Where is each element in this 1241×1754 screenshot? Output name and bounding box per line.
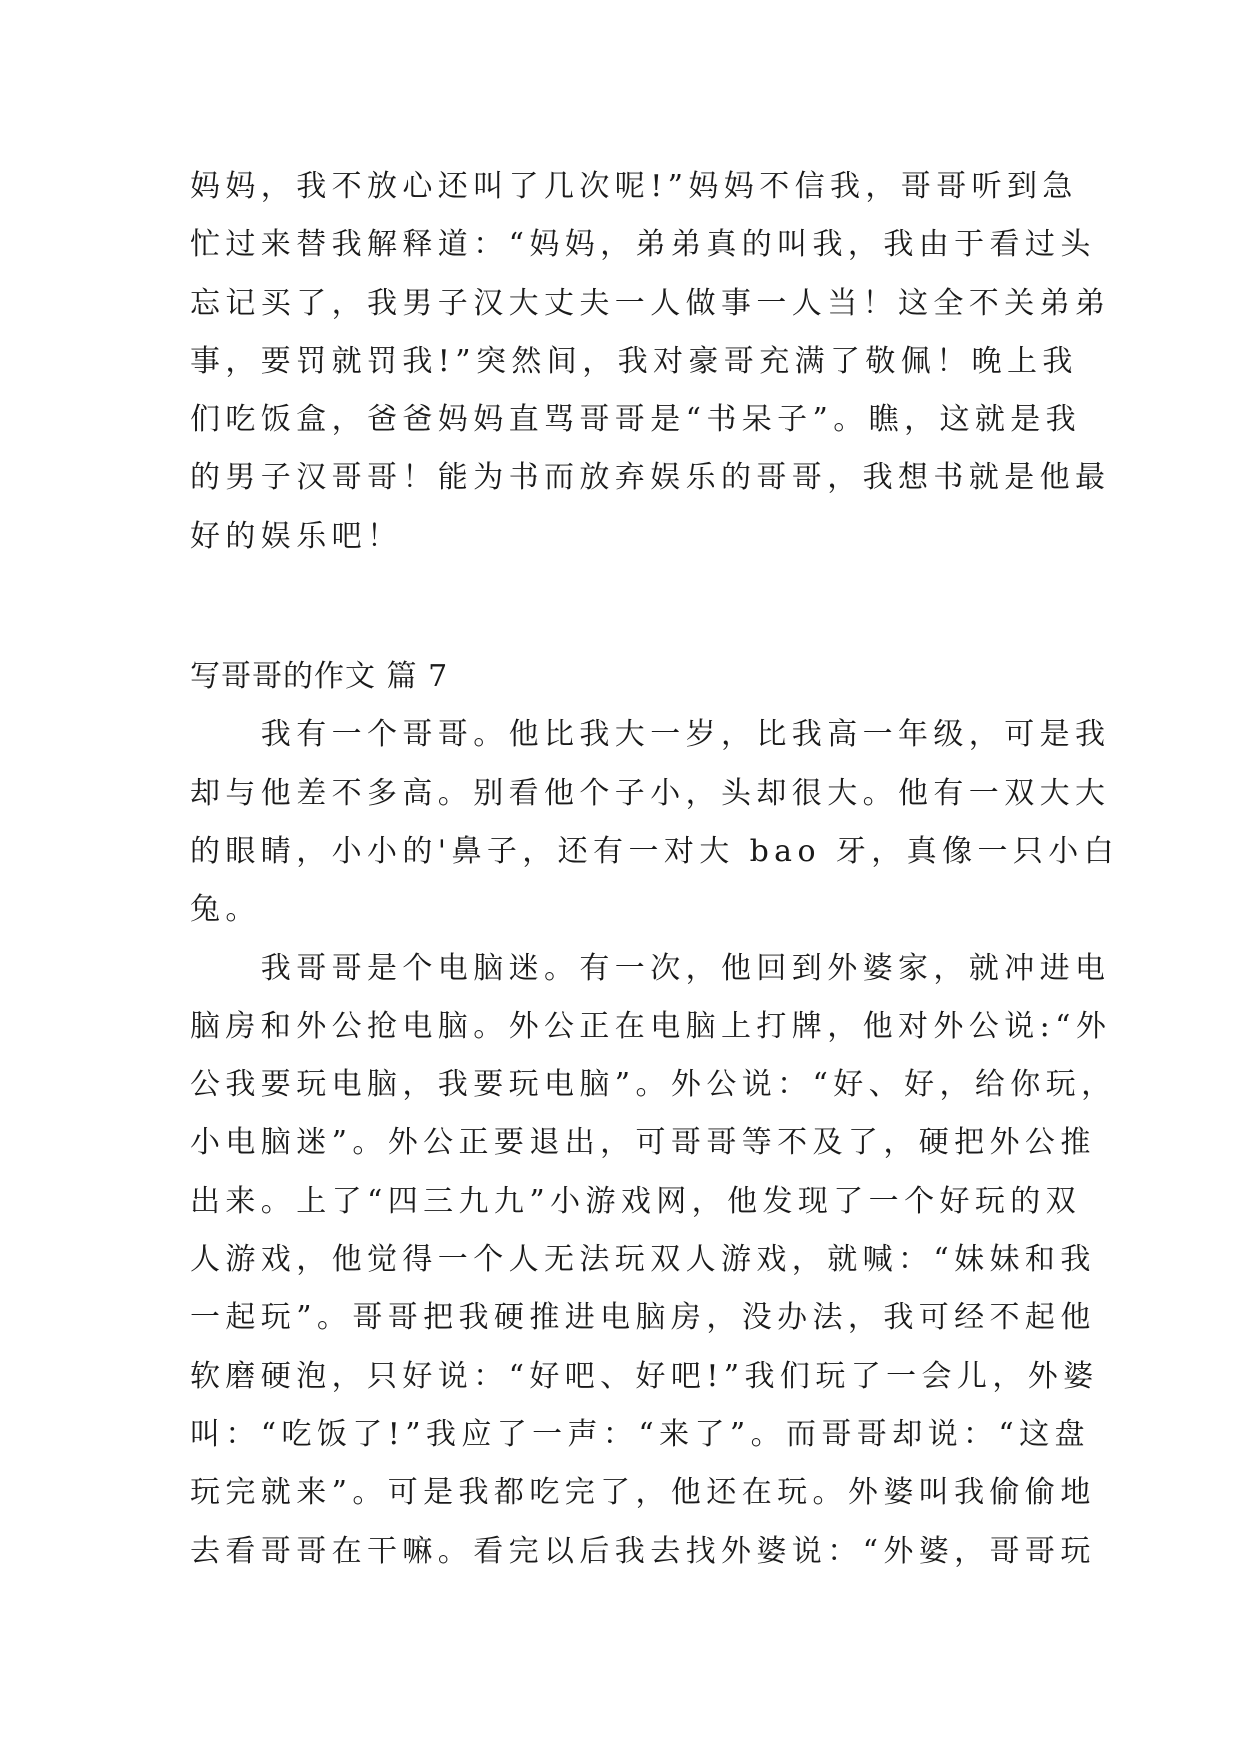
paragraph-1 [190, 706, 1120, 939]
text-line: 忘记买了，我男子汉大丈夫一人做事一人当！这全不关弟弟 [190, 285, 1111, 321]
text-line: 的男子汉哥哥！能为书而放弃娱乐的哥哥，我想书就是他最 [190, 460, 1111, 496]
text-line: 妈妈，我不放心还叫了几次呢!”妈妈不信我，哥哥听到急 [190, 169, 1078, 204]
text-line: 出来。上了“四三九九”小游戏网，他发现了一个好玩的双 [190, 1183, 1082, 1219]
section-7 [190, 648, 1120, 1581]
text-line: 去看哥哥在干嘛。看完以后我去找外婆说：“外婆，哥哥玩 [190, 1533, 1096, 1569]
text-line: 的眼睛，小小的'鼻子，还有一对大 bao 牙，真像一只小白 [190, 833, 1120, 869]
text-line: 却与他差不多高。别看他个子小，头却很大。他有一双大大 [190, 775, 1111, 811]
document-page [190, 158, 1120, 1581]
paragraph-2 [190, 940, 1117, 1581]
text-line: 们吃饭盒，爸爸妈妈直骂哥哥是“书呆子”。瞧，这就是我 [190, 402, 1082, 438]
text-line: 公我要玩电脑，我要玩电脑”。外公说：“好、好，给你玩， [190, 1067, 1117, 1103]
text-line: 我有一个哥哥。他比我大一岁，比我高一年级，可是我 [190, 717, 1111, 753]
text-line: 人游戏，他觉得一个人无法玩双人游戏，就喊：“妹妹和我 [190, 1242, 1096, 1278]
text-line: 软磨硬泡，只好说：“好吧、好吧!”我们玩了一会儿，外婆 [190, 1358, 1099, 1394]
text-line: 事，要罚就罚我!”突然间，我对豪哥充满了敬佩！晚上我 [190, 343, 1078, 379]
text-line: 我哥哥是个电脑迷。有一次，他回到外婆家，就冲进电 [190, 950, 1111, 986]
text-line: 小电脑迷”。外公正要退出，可哥哥等不及了，硬把外公推 [190, 1125, 1096, 1161]
text-line: 叫：“吃饭了!”我应了一声：“来了”。而哥哥却说：“这盘 [190, 1416, 1090, 1452]
previous-section-text [190, 158, 1111, 566]
text-line: 忙过来替我解释道：“妈妈，弟弟真的叫我，我由于看过头 [190, 227, 1096, 263]
text-line: 脑房和外公抢电脑。外公正在电脑上打牌，他对外公说:“外 [190, 1008, 1112, 1044]
text-line: 好的娱乐吧！ [190, 518, 403, 554]
section-gap [190, 566, 1052, 648]
text-line: 玩完就来”。可是我都吃完了，他还在玩。外婆叫我偷偷地 [190, 1475, 1096, 1511]
text-line: 一起玩”。哥哥把我硬推进电脑房，没办法，我可经不起他 [190, 1300, 1096, 1336]
text-line: 兔。 [190, 892, 261, 928]
section-title: 写哥哥的作文 篇 7 [190, 659, 449, 695]
